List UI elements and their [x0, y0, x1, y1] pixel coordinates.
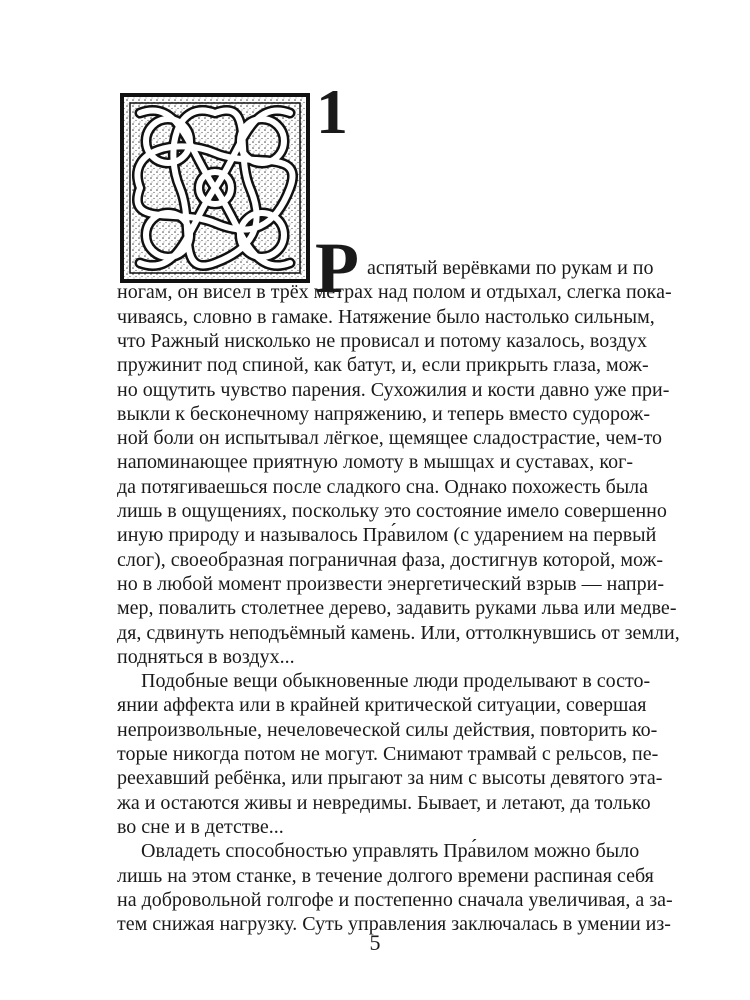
- text-line: да потягиваешься после сладкого сна. Однако похожесть была: [117, 475, 649, 498]
- text-line: жа и остаются живы и невредимы. Бывает, и летают, да только: [117, 791, 651, 814]
- text-line: Овладеть способностью управлять Пра́вилом можно было: [141, 840, 640, 863]
- text-line: но ощутить чувство парения. Сухожилия и кости давно уже при-: [117, 378, 670, 401]
- text-line: аспятый верёвками по рукам и по: [367, 257, 654, 279]
- text-line: ногам, он висел в трёх метрах над полом и отдыхал, слегка пока-: [117, 281, 672, 304]
- text-line: чиваясь, словно в гамаке. Натяжение было настолько сильным,: [117, 305, 655, 328]
- text-line: что Ражный нисколько не провисал и потому казалось, воздух: [117, 329, 647, 352]
- page-number: 5: [369, 930, 381, 955]
- chapter-number: 1: [316, 76, 348, 147]
- text-line: ной боли он испытывал лёгкое, щемящее сладострастие, чем-то: [117, 427, 663, 450]
- text-line: тем снижая нагрузку. Суть управления заключалась в умении из-: [117, 913, 671, 936]
- text-line: мер, повалить столетнее дерево, задавить руками льва или медве-: [117, 597, 677, 620]
- text-line: Подобные вещи обыкновенные люди проделывают в состо-: [141, 670, 651, 693]
- text-line: реехавший ребёнка, или прыгают за ним с высоты девятого эта-: [117, 767, 663, 790]
- text-line: дя, сдвинуть неподъёмный камень. Или, оттолкнувшись от земли,: [117, 621, 680, 644]
- text-line: во сне и в детстве...: [117, 815, 284, 838]
- text-line: слог), своеобразная пограничная фаза, достигнув которой, мож-: [117, 548, 663, 571]
- text-line: пружинит под спиной, как батут, и, если прикрыть глаза, мож-: [117, 354, 649, 377]
- text-line: торые никогда потом не могут. Снимают трамвай с рельсов, пе-: [117, 743, 659, 765]
- text-line: лишь на этом станке, в течение долгого времени распиная себя: [117, 864, 654, 887]
- celtic-knot-ornament-icon: [120, 93, 310, 283]
- text-line: но в любой момент произвести энергетический взрыв — напри-: [117, 572, 664, 595]
- text-line: на добровольной голгофе и постепенно сначала увеличивая, а за-: [117, 888, 673, 911]
- text-line: подняться в воздух...: [117, 645, 295, 668]
- text-line: непроизвольные, нечеловеческой силы действия, повторить ко-: [117, 718, 658, 741]
- text-line: выкли к бесконечному напряжению, и теперь вместо судорож-: [117, 402, 650, 425]
- drop-cap: Р: [315, 228, 359, 308]
- text-line: янии аффекта или в крайней критической ситуации, совершая: [117, 694, 647, 717]
- text-line: лишь в ощущениях, поскольку это состояние имело совершенно: [117, 500, 667, 522]
- text-line: иную природу и называлось Пра́вилом (с ударением на первый: [117, 524, 657, 547]
- text-line: напоминающее приятную ломоту в мышцах и суставах, ког-: [117, 451, 633, 474]
